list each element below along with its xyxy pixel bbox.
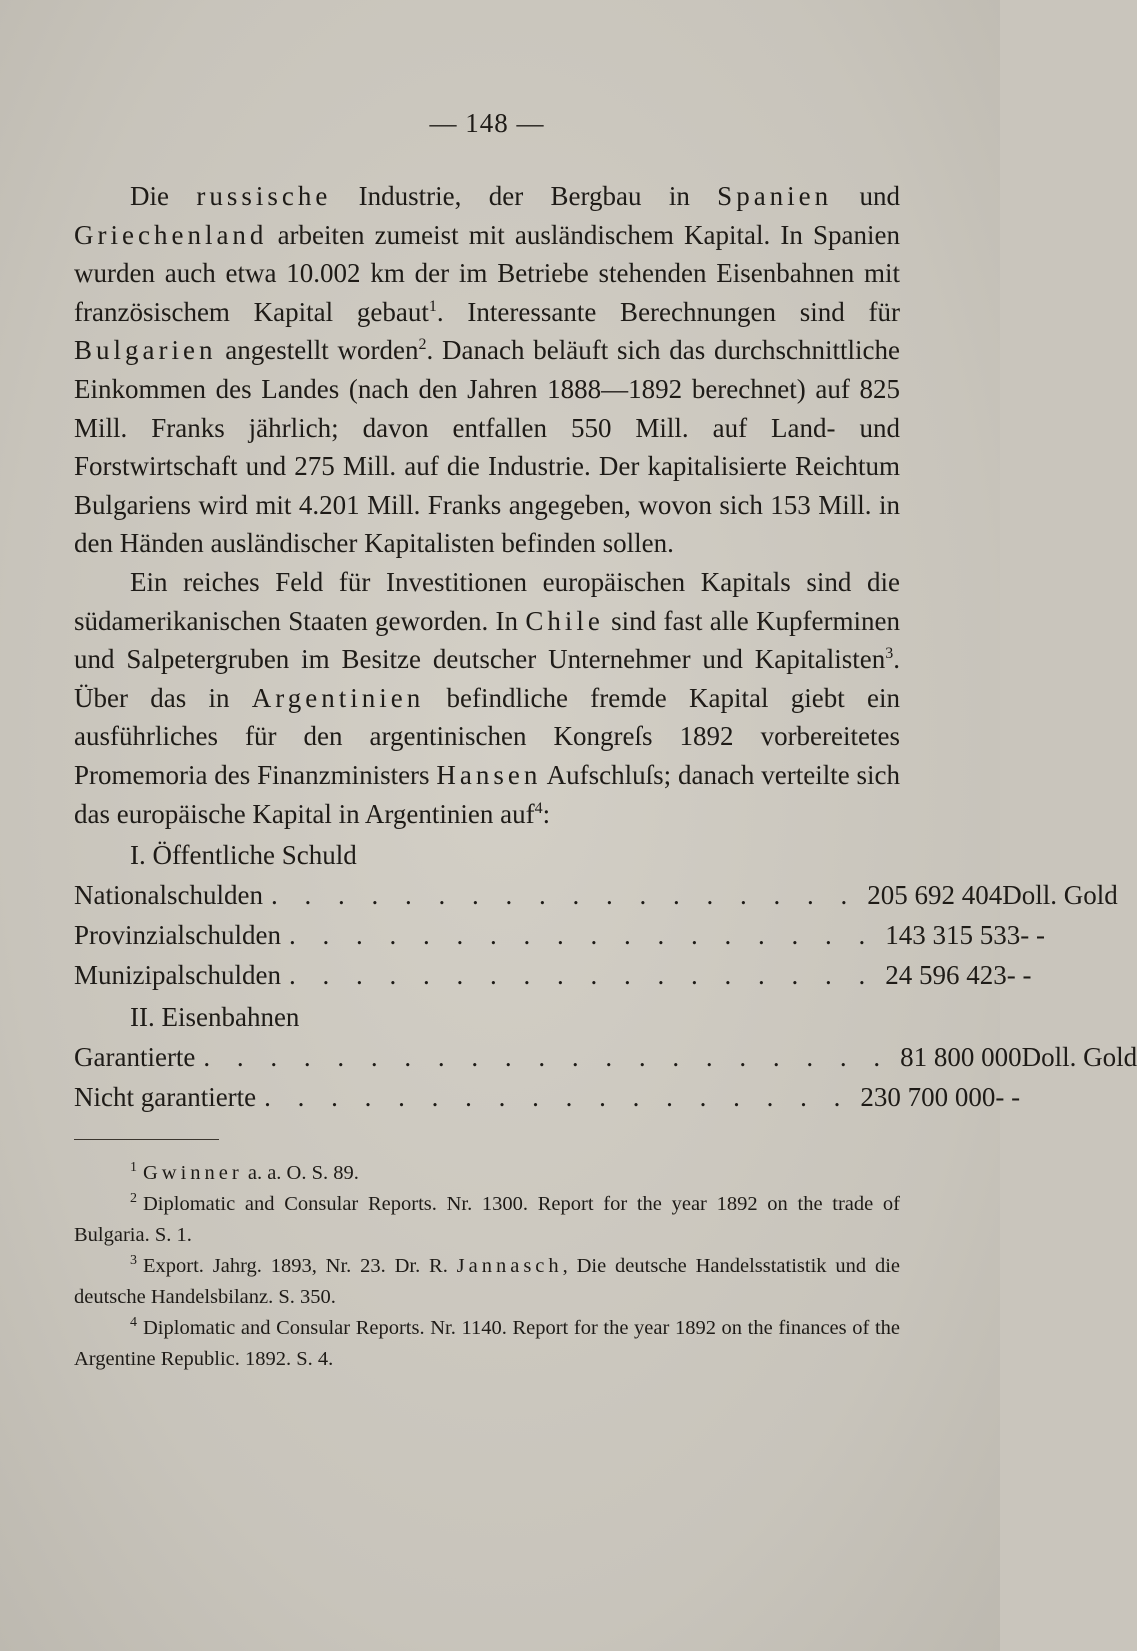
row-value: 81 800 000: [900, 1042, 1022, 1073]
row-label: Provinzialschulden: [74, 920, 281, 951]
footnote-1: [74, 1158, 900, 1189]
row-unit: - -: [1006, 960, 1032, 991]
text-segment: Diplomatic and Consular Reports. Nr. 1300. Report for the year 1892 on the trade of Bulgaria. S. 1.: [74, 1193, 900, 1247]
text-segment: und: [832, 181, 901, 211]
text-segment: a. a. O. S. 89.: [242, 1162, 359, 1185]
row-unit: Doll. Gold: [1002, 880, 1118, 911]
text-segment: , Die deutsche Handelsstatistik und die deutsche Handelsbilanz. S. 350.: [74, 1255, 900, 1309]
row-value: 143 315 533: [885, 920, 1021, 951]
text-segment: sind fast alle Kupferminen und Salpetergruben im Besitze deutscher Unternehmer und Kapitalisten: [74, 605, 900, 675]
text-segment: . Über das in: [74, 644, 900, 713]
row-label: Nationalschulden: [74, 880, 263, 911]
paragraph-1: [74, 177, 900, 563]
footnote-mark: 1: [130, 1160, 137, 1176]
text-segment: befindliche fremde Kapital giebt ein ausführliches für den argentinischen Kongreſs 1892 vorbereitetes Promemoria des Finanzministers: [74, 682, 900, 790]
row-unit: - -: [995, 1082, 1021, 1113]
spaced-word-gwinner: Gwinner: [143, 1162, 243, 1185]
leader-dots: . . . . . . . . . . . . . . . . . .: [288, 920, 876, 951]
main-text: [74, 177, 900, 833]
text-segment: Diplomatic and Consular Reports. Nr. 1140. Report for the year 1892 on the finances of the Argentine Republic. 1892. S. 4.: [74, 1317, 900, 1371]
text-segment: :: [542, 798, 551, 829]
text-segment: . Interessante Berechnungen sind für: [436, 296, 900, 327]
text-segment: Export. Jahrg. 1893, Nr. 23. Dr. R.: [143, 1255, 457, 1278]
footnote-mark: 2: [130, 1191, 137, 1207]
footnotes: [74, 1158, 900, 1375]
footnote-ref-3: 3: [885, 645, 894, 663]
text-segment: Aufschluſs; danach verteilte sich das europäische Kapital in Argentinien auf: [74, 759, 900, 829]
leader-dots: . . . . . . . . . . . . . . . . . .: [264, 1082, 851, 1113]
spaced-word-chile: Chile: [525, 605, 604, 636]
leader-dots: . . . . . . . . . . . . . . . . . .: [270, 880, 858, 911]
spaced-word-griechenland: Griechenland: [74, 219, 268, 250]
row-label: Garantierte: [74, 1042, 196, 1073]
page-number: — 148 —: [429, 108, 545, 138]
footnote-ref-4: 4: [534, 799, 543, 817]
leader-dots: . . . . . . . . . . . . . . . . . . . . .: [203, 1042, 891, 1073]
spaced-word-hansen: Hansen: [436, 759, 542, 790]
table-row: [74, 1037, 1137, 1077]
row-label: Nicht garantierte: [74, 1082, 257, 1113]
row-unit: Doll. Gold: [1021, 1042, 1137, 1073]
text-segment: . Danach beläuft sich das durchschnittliche Einkommen des Landes (nach den Jahren 1888—1892 berechnet) auf 825 Mill. Franks jährlich; davon entfallen 550 Mill. auf Land- und Forstwirtschaft und 275 Mill. auf die Industrie. Der kapitalisierte Reichtum Bulgariens wird mit 4.201 Mill. Franks angegeben, wovon sich 153 Mill. in den Händen ausländischer Kapitalisten befinden sollen.: [74, 335, 900, 559]
footnote-mark: 4: [130, 1315, 137, 1331]
capital-table: [74, 835, 1137, 1117]
text-segment: Industrie, der Bergbau in: [331, 181, 718, 211]
text-segment: angestellt worden: [216, 335, 419, 366]
footnote-2: [74, 1189, 900, 1251]
leader-dots: . . . . . . . . . . . . . . . . . .: [288, 960, 876, 991]
text-segment: Die: [130, 181, 197, 211]
footnote-4: [74, 1313, 900, 1375]
row-value: 205 692 404: [867, 880, 1003, 911]
footnote-mark: 3: [130, 1253, 137, 1269]
spaced-word-spanien: Spanien: [717, 181, 833, 211]
text-segment: Ein reiches Feld für Investitionen europäischen Kapitals sind die südamerikanischen Staaten geworden. In: [74, 566, 900, 636]
row-value: 24 596 423: [885, 960, 1007, 991]
table-section-title: I. Öffentliche Schuld: [130, 840, 357, 871]
table-row: [74, 955, 1032, 995]
text-segment: arbeiten zumeist mit ausländischem Kapital. In Spanien wurden auch etwa 10.002 km der im Betriebe stehenden Eisenbahnen mit französischem Kapital gebaut: [74, 219, 900, 327]
row-unit: - -: [1020, 920, 1045, 951]
spaced-word-russische: russische: [196, 181, 332, 211]
spaced-word-bulgarien: Bulgarien: [74, 335, 217, 366]
footnote-divider: [74, 1139, 219, 1140]
footnote-3: [74, 1251, 900, 1313]
spaced-word-jannasch: Jannasch: [456, 1255, 563, 1278]
table-row: [74, 915, 1045, 955]
spaced-word-argentinien: Argentinien: [251, 682, 425, 713]
table-section-title: II. Eisenbahnen: [130, 1002, 300, 1033]
paragraph-2: [74, 563, 900, 833]
footnote-ref-2: 2: [418, 336, 427, 354]
footnote-ref-1: 1: [428, 297, 437, 315]
row-value: 230 700 000: [860, 1082, 996, 1113]
table-row: [74, 1077, 1021, 1117]
table-row: [74, 875, 1118, 915]
row-label: Munizipalschulden: [74, 960, 281, 991]
